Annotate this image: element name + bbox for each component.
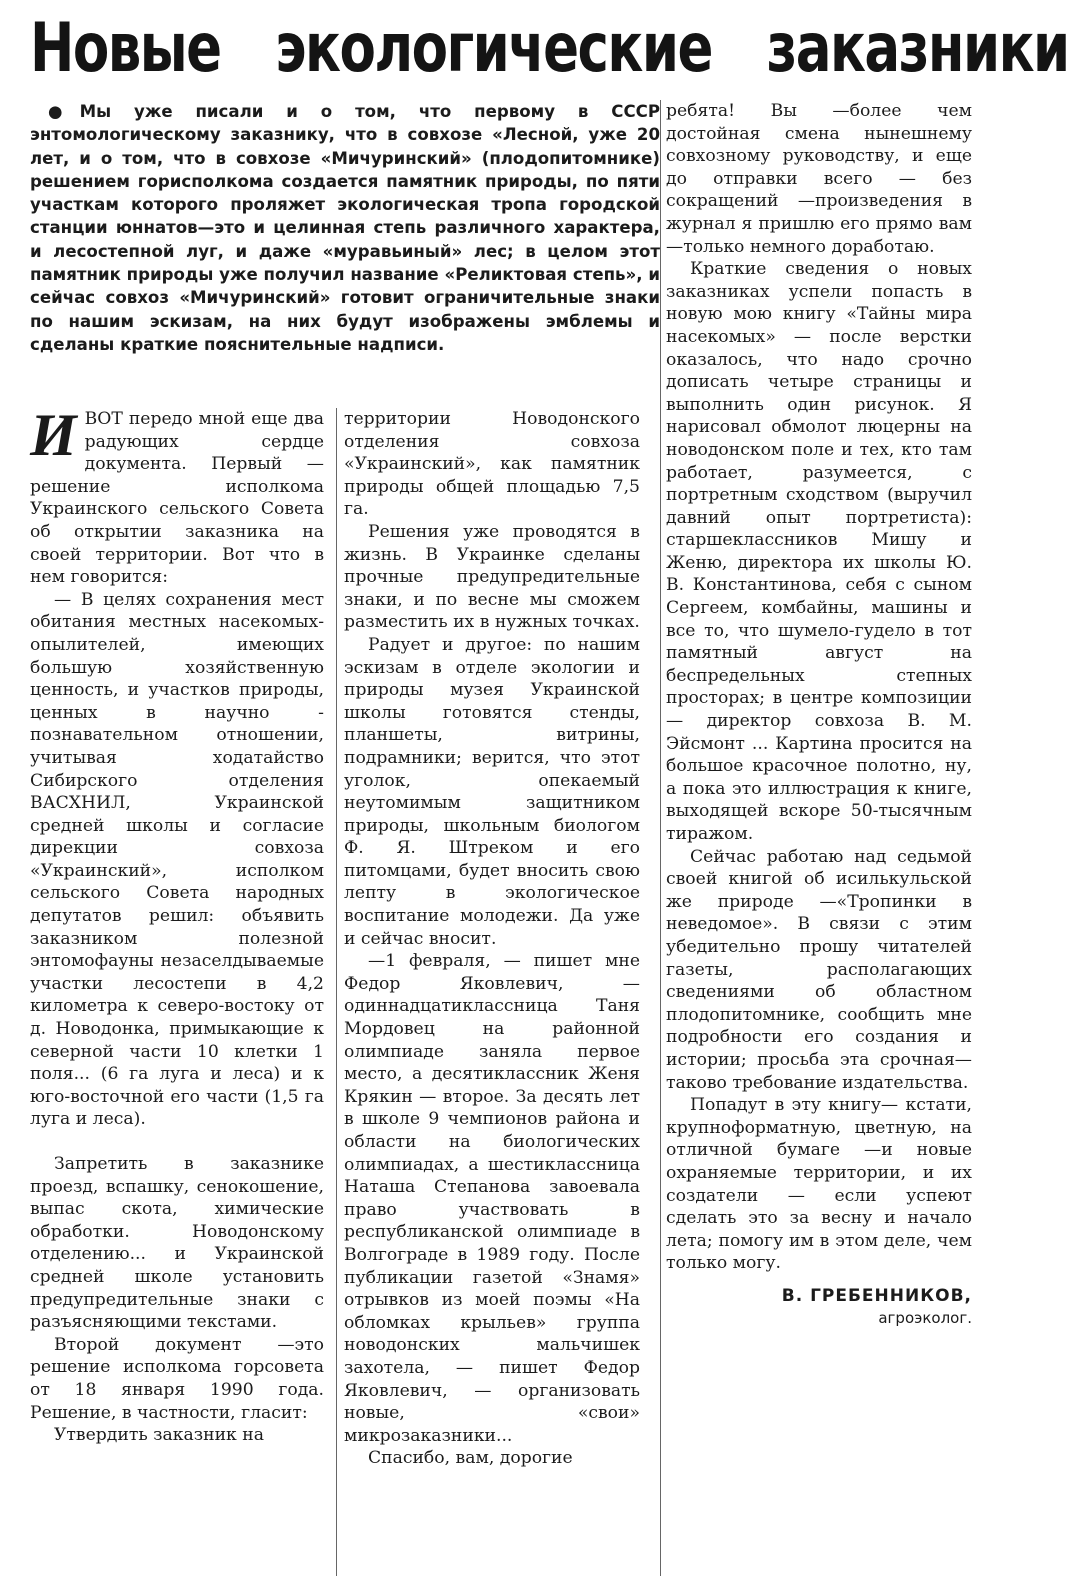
column-2-paragraph-2: Решения уже проводятся в жизнь. В Украинке сделаны прочные предупредительные знаки, и по весне мы сможем разместить их в нужных точках. [344,521,640,633]
column-3 [666,100,972,1576]
headline-word-3: заказники [766,9,1069,88]
column-3-paragraph-4: Попадут в эту книгу— кстати, крупноформатную, цветную, на отличной бумаге —и новые охраняемые территории, и их создатели — если успеют сделать это за весну и начало лета; помогу им в этом деле, чем только могу. [666,1095,972,1274]
lead-paragraph [30,100,660,402]
column-2-paragraph-1: территории Новодонского отделения совхоза «Украинский», как памятник природы общей площадью 7,5 га. [344,409,640,520]
headline-word-1: Новые [30,9,221,88]
column-1 [30,402,324,1576]
column-3-paragraph-1: ребята! Вы —более чем достойная смена нынешнему совхозному руководству, и еще до отправки всего — без сокращений —произведения в журнал я пришлю его прямо вам —только немного доработаю. [666,101,972,257]
headline-word-2: экологические [275,9,712,88]
column-1-paragraph-2: — В целях сохранения мест обитания местных насекомых-опылителей, имеющих большую хозяйственную ценность, и участков природы, ценных в научно - познавательном отношении, учитывая ходатайство Сибирского отделения ВАСХНИЛ, Украинской средней школы и согласие дирекции совхоза «Украинский», исполком сельского Совета народных депутатов решил: объявить заказником полезной энтомофауны незаселдываемые участки лесостепи в 4,2 километра к северо-востоку от д. Новодонка, примыкающие к северной части 10 клетки 1 поля... (6 га луга и леса) и к юго-восточной его части (1,5 га луга и леса). [30,589,324,1130]
column-2 [344,408,640,1576]
lead-text: ●Мы уже писали и о том, что первому в СССР энтомологическому заказнику, что в совхозе «Лесной, уже 20 лет, и о том, что в совхозе «Мичуринский» (плодопитомнике) решением горисполкома создается памятник природы, по пяти участкам которого проляжет экологическая тропа городской станции юннатов—это и целинная степь различного характера, и лесостепной луг, и даже «муравьиный» лес; в целом этот памятник природы уже получил название «Реликтовая степь», и сейчас совхоз «Мичуринский» готовит ограничительные знаки по нашим эскизам, на них будут изображены эмблемы и сделаны краткие пояснительные надписи. [30,102,660,354]
column-3-paragraph-2: Краткие сведения о новых заказниках успели попасть в новую мою книгу «Тайны мира насекомых» — после верстки оказалось, что надо срочно дописать четыре страницы и выполнить один рисунок. Я нарисовал обмолот люцерны на новодонском поле и тех, кто там работает, разумеется, с портретным сходством (выручил давний опыт портретиста): старшеклассников Мишу и Женю, директора их школы Ю. В. Константинова, себя с сыном Сергеем, комбайны, машины и все то, что шумело-гудело в тот памятный август на беспредельных степных просторах; в центре композиции — директор совхоза В. М. Эйсмонт ... Картина просится на большое красочное полотно, ну, а пока это иллюстрация к книге, выходящей вскоре 50-тысячным тиражом. [666,259,972,844]
column-2-paragraph-4: —1 февраля, — пишет мне Федор Яковлевич, — одиннадцатиклассница Таня Мордовец на районной олимпиаде заняла первое место, а десятиклассник Женя Крякин — второе. За десять лет в школе 9 чемпионов района и области на биологических олимпиадах, а шестиклассница Наташа Степанова завоевала право участвовать в республиканской олимпиаде в Волгограде в 1989 году. После публикации газетой «Знамя» отрывков из моей поэмы «На обломках крыльев» группа новодонских мальчишек захотела, — пишет Федор Яковлевич, — организовать новые, «свои» микрозаказники... [344,951,640,1446]
column-1-paragraph-3: Запретить в заказнике проезд, вспашку, сенокошение, выпас скота, химические обработки. Новодонскому отделению... и Украинской средней школе установить предупредительные знаки с разъясняющими текстами. [30,1154,324,1333]
author-name: В. ГРЕБЕННИКОВ, [781,1285,972,1306]
author-signature [666,1285,972,1330]
drop-cap: И [30,402,77,468]
headline [30,6,1069,92]
column-3-paragraph-3: Сейчас работаю над седьмой своей книгой об исилькульской же природе —«Тропинки в неведомое». В связи с этим убедительно прошу читателей газеты, располагающих сведениями об областном плодопитомнике, сообщить мне подробности его создания и истории; просьба эта срочная—таково требование издательства. [666,846,972,1093]
column-1-paragraph-5: Утвердить заказник на [54,1425,264,1446]
author-role: агроэколог. [878,1309,972,1328]
column-2-paragraph-3: Радует и другое: по нашим эскизам в отделе экологии и природы музея Украинской школы готовятся стенды, планшеты, витрины, подрамники; верится, что этот уголок, опекаемый неутомимым защитником природы, школьным биологом Ф. Я. Штреком и его питомцами, будет вносить свою лепту в экологическое воспитание молодежи. Да уже и сейчас вносит. [344,634,640,949]
column-1-paragraph-4: Второй документ —это решение исполкома горсовета от 18 января 1990 года. Решение, в частности, гласит: [30,1334,324,1423]
column-divider-2 [660,100,661,1576]
column-1-paragraph-1-text: ВОТ передо мной еще два радующих сердце документа. Первый — решение исполкома Украинского сельского Совета об открытии заказника на своей территории. Вот что в нем говорится: [30,409,324,588]
column-divider-1 [336,408,337,1576]
column-1-paragraph-1 [30,402,324,589]
column-2-paragraph-5: Спасибо, вам, дорогие [368,1448,573,1469]
